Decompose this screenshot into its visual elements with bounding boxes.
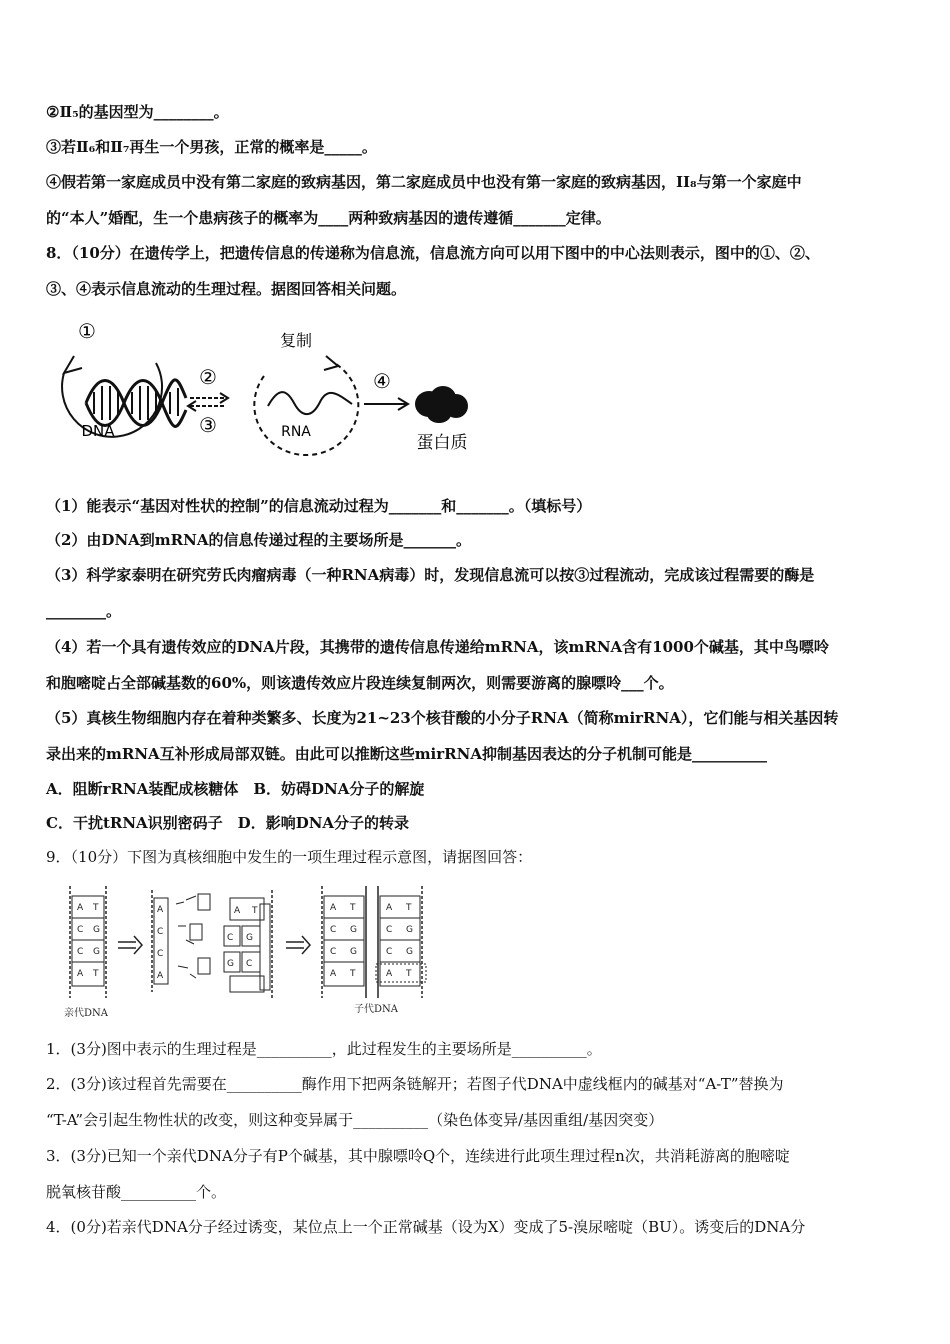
svg-text:A: A	[330, 969, 337, 979]
q8-sub5-line1: （5）真核生物细胞内存在着种类繁多、长度为21~23个核苷酸的小分子RNA（简称mirRNA），它们能与相关基因转	[46, 709, 839, 727]
protein-icon	[415, 386, 468, 423]
svg-text:C: C	[386, 925, 393, 935]
q7-sub4-line1: ④假若第一家庭成员中没有第二家庭的致病基因，第二家庭成员中也没有第一家庭的致病基因，II₈与第一个家庭中	[46, 173, 802, 191]
q7-sub3: ③若Ⅱ₆和Ⅱ₇再生一个男孩，正常的概率是_____。	[46, 138, 377, 156]
label-3: ③	[199, 413, 217, 437]
svg-text:G: G	[350, 947, 357, 957]
parent-dna	[70, 886, 106, 998]
label-1: ①	[78, 319, 96, 343]
q8-sub2: （2）由DNA到mRNA的信息传递过程的主要场所是_______。	[46, 531, 471, 549]
q8-sub5-line2: 录出来的mRNA互补形成局部双链。由此可以推断这些mirRNA抑制基因表达的分子机制可能是__________	[46, 745, 767, 763]
base: C	[77, 925, 84, 935]
central-dogma-figure	[46, 318, 496, 460]
base: G	[93, 925, 100, 935]
dna-label: DNA	[81, 422, 115, 440]
parent-dna-label: 亲代DNA	[64, 1008, 108, 1019]
svg-text:A: A	[157, 905, 164, 915]
q9-sub4-line1: 4．(0分)若亲代DNA分子经过诱变，某位点上一个正常碱基（设为X）变成了5-溴尿嘧啶（BU）。诱变后的DNA分	[46, 1218, 806, 1236]
q7-sub4-line2: 的“本人”婚配，生一个患病孩子的概率为____两种致病基因的遗传遵循_______定律。	[46, 209, 611, 227]
svg-text:T: T	[406, 969, 412, 979]
q9-sub3-line2: 脱氧核苷酸__________个。	[46, 1183, 227, 1201]
svg-text:C: C	[246, 959, 253, 969]
svg-text:G: G	[246, 933, 253, 943]
svg-text:G: G	[406, 947, 413, 957]
svg-text:A: A	[386, 903, 393, 913]
q8-sub4-line2: 和胞嘧啶占全部碱基数的60%，则该遗传效应片段连续复制两次，则需要游离的腺嘌呤___个。	[46, 674, 674, 692]
svg-text:G: G	[227, 959, 234, 969]
svg-text:C: C	[227, 933, 234, 943]
dashed-highlight-box	[376, 964, 426, 982]
q8-sub3-line2: ________。	[46, 602, 122, 620]
q9-sub3-line1: 3．(3分)已知一个亲代DNA分子有P个碱基，其中腺嘌呤Q个，连续进行此项生理过程n次，共消耗游离的胞嘧啶	[46, 1147, 790, 1165]
svg-text:G: G	[350, 925, 357, 935]
q8-stem-line2: ③、④表示信息流动的生理过程。据图回答相关问题。	[46, 280, 407, 298]
svg-text:A: A	[234, 906, 241, 916]
q8-sub3-line1: （3）科学家泰明在研究劳氏肉瘤病毒（一种RNA病毒）时，发现信息流可以按③过程流动，完成该过程需要的酶是	[46, 566, 815, 584]
svg-text:C: C	[386, 947, 393, 957]
svg-text:T: T	[252, 906, 258, 916]
svg-text:C: C	[157, 949, 164, 959]
base: T	[93, 903, 99, 913]
q8-sub4-line1: （4）若一个具有遗传效应的DNA片段，其携带的遗传信息传递给mRNA，该mRNA含有1000个碱基，其中鸟嘌呤	[46, 638, 829, 656]
step-arrow-icon	[118, 936, 142, 954]
q9-sub2-line2: “T-A”会引起生物性状的改变，则这种变异属于__________（染色体变异/基因重组/基因突变）	[46, 1111, 664, 1129]
q8-sub1: （1）能表示“基因对性状的控制”的信息流动过程为_______和_______。（填标号）	[46, 497, 592, 515]
unwinding-dna	[152, 890, 210, 992]
q7-sub2: ②Ⅱ₅的基因型为________。	[46, 103, 229, 121]
q9-stem: 9．（10分）下图为真核细胞中发生的一项生理过程示意图，请据图回答：	[46, 848, 533, 866]
svg-text:T: T	[406, 903, 412, 913]
q9-sub2-line1: 2．(3分)该过程首先需要在__________酶作用下把两条链解开；若图子代DNA中虚线框内的碱基对“A-T”替换为	[46, 1075, 784, 1093]
svg-text:A: A	[330, 903, 337, 913]
svg-text:G: G	[406, 925, 413, 935]
dna-replication-figure	[60, 880, 440, 1020]
base: A	[77, 969, 84, 979]
q8-options-cd: C．干扰tRNA识别密码子 D．影响DNA分子的转录	[46, 814, 410, 832]
rna-strand-icon	[268, 392, 352, 414]
svg-text:C: C	[330, 925, 337, 935]
svg-text:C: C	[330, 947, 337, 957]
dna-helix-icon	[86, 380, 186, 427]
q8-options-ab: A．阻断rRNA装配成核糖体 B．妨碍DNA分子的解旋	[46, 780, 425, 798]
svg-text:A: A	[386, 969, 393, 979]
protein-label: 蛋白质	[416, 433, 468, 453]
q9-sub1: 1．(3分)图中表示的生理过程是__________，此过程发生的主要场所是__________。	[46, 1040, 602, 1058]
base: A	[77, 903, 84, 913]
pairing-dna	[224, 890, 272, 998]
rna-replication-circle	[254, 364, 358, 455]
child-dna-2	[376, 886, 426, 998]
rna-label: RNA	[281, 424, 311, 440]
label-2: ②	[199, 365, 217, 389]
svg-text:A: A	[157, 971, 164, 981]
child-dna-label: 子代DNA	[354, 1004, 398, 1015]
svg-text:C: C	[157, 927, 164, 937]
base: G	[93, 947, 100, 957]
q8-stem-line1: 8．（10分）在遗传学上，把遗传信息的传递称为信息流，信息流方向可以用下图中的中心法则表示，图中的①、②、	[46, 244, 820, 262]
svg-text:T: T	[350, 903, 356, 913]
replicate-label: 复制	[279, 331, 313, 350]
child-dna-1	[322, 886, 366, 998]
svg-text:T: T	[350, 969, 356, 979]
base: T	[93, 969, 99, 979]
base: C	[77, 947, 84, 957]
label-4: ④	[373, 369, 391, 393]
step-arrow-icon	[286, 936, 310, 954]
